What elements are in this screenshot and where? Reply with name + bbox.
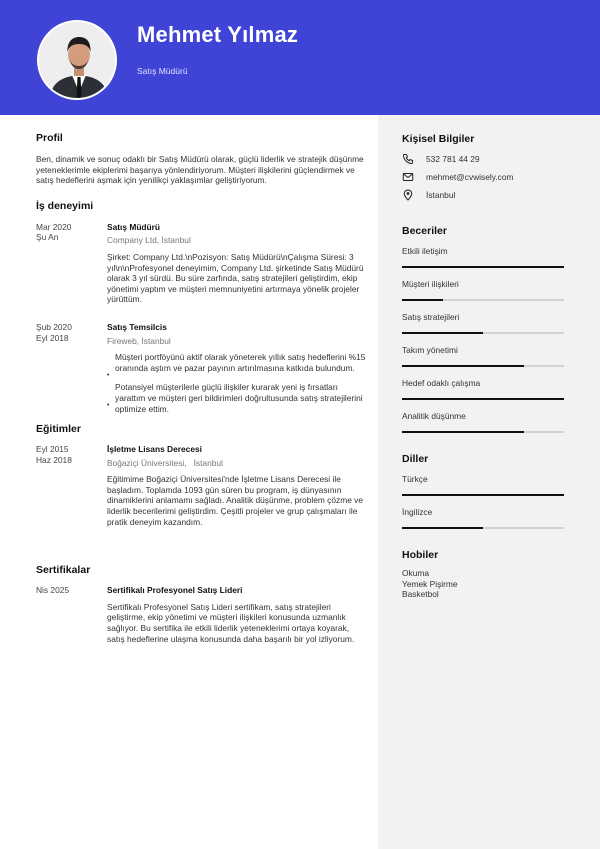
skill-label: Müşteri ilişkileri <box>402 279 459 289</box>
date-end: Şu An <box>36 232 59 243</box>
contact-city <box>402 190 588 200</box>
certificate-description: Sertifikalı Profesyonel Satış Lideri sertifikam, satış stratejileri geliştirme, ekip yönetimi ve müşteri ilişkileri konusunda uzmanlık sağlıyor. Bu sertifika ile etkili liderlik yeteneklerimi ortaya koyarak, satış hedeflerine ulaşma konusunda daha başarılı bir yol izliyorum. <box>107 601 355 644</box>
skill-label: Hedef odaklı çalışma <box>402 378 481 388</box>
profile-heading: Profil <box>36 132 63 144</box>
list-item: Yemek Pişirme <box>402 578 458 589</box>
skill-bar <box>402 299 564 301</box>
languages-list <box>402 474 588 529</box>
skill-item <box>402 411 588 433</box>
education-date <box>36 444 102 465</box>
location-pin-icon <box>402 189 414 201</box>
education-school: Boğaziçi Üniversitesi, İstanbul <box>107 457 223 468</box>
language-label: İngilizce <box>402 507 433 517</box>
header-banner <box>0 0 600 115</box>
certificate-title: Sertifikalı Profesyonel Satış Lideri <box>107 585 243 596</box>
city-value: İstanbul <box>426 190 456 200</box>
skill-label: Satış stratejileri <box>402 312 460 322</box>
list-item: Basketbol <box>402 589 439 600</box>
skill-label: Takım yönetimi <box>402 345 458 355</box>
language-label: Türkçe <box>402 474 428 484</box>
portrait-photo <box>39 22 117 100</box>
skill-item <box>402 345 588 367</box>
skill-item <box>402 378 588 400</box>
languages-heading: Diller <box>402 453 429 465</box>
contact-email <box>402 172 588 182</box>
language-bar-fill <box>402 527 483 529</box>
experience-company: Fireweb, İstanbul <box>107 335 171 346</box>
list-item: • Müşteri portföyünü aktif olarak yöneterek yıllık satış hedeflerini %15 oranında aştım ve pazar payının artırılmasına katkıda bulundum. <box>107 352 369 373</box>
language-bar-fill <box>402 494 564 496</box>
email-value: mehmet@cvwisely.com <box>426 172 514 182</box>
education-entry <box>36 444 369 527</box>
date-end: Haz 2018 <box>36 454 72 465</box>
skills-heading: Beceriler <box>402 225 447 237</box>
experience-date <box>36 222 102 243</box>
personal-heading: Kişisel Bilgiler <box>402 133 475 145</box>
skill-bar-fill <box>402 431 524 433</box>
skill-bar <box>402 266 564 268</box>
experience-title: Satış Müdürü <box>107 221 161 232</box>
experience-title: Satış Temsilcis <box>107 321 167 332</box>
avatar <box>37 20 117 100</box>
education-heading: Eğitimler <box>36 423 81 436</box>
experience-heading: İş deneyimi <box>36 199 94 212</box>
skill-bar-fill <box>402 332 483 334</box>
skill-item <box>402 312 588 334</box>
skill-bar-fill <box>402 299 443 301</box>
date-start: Şub 2020 <box>36 321 72 332</box>
language-item <box>402 474 588 496</box>
skill-bar-fill <box>402 365 524 367</box>
experience-description: Şirket: Company Ltd.\nPozisyon: Satış Müdürü\nÇalışma Süresi: 3 yıl\n\nProfesyonel deneyimim, Company Ltd. şirketinde Satış Müdürü olarak 3 yıl sürdü. Bu süre zarfında, satış stratejileri geliştirdim, ekip yönetimi yaptım ve müşteri memnuniyetini artırmaya yönelik projeler yürüttüm. <box>107 251 364 305</box>
hobbies-heading: Hobiler <box>402 549 439 561</box>
certificates-heading: Sertifikalar <box>36 564 91 577</box>
experience-company: Company Ltd, İstanbul <box>107 235 191 246</box>
skill-item <box>402 279 588 301</box>
candidate-name: Mehmet Yılmaz <box>137 22 299 47</box>
phone-value: 532 781 44 29 <box>426 154 480 164</box>
skill-bar-fill <box>402 398 564 400</box>
skill-bar <box>402 365 564 367</box>
profile-text: Ben, dinamik ve sonuç odaklı bir Satış Müdürü olarak, güçlü liderlik ve stratejik düşünme yeteneklerimle ekiplerimi başarıya yönlendiriyorum. Müşteri ilişkilerini güçlendirmek ve satış hedeflerini aşmak için yenilikçi yaklaşımlar geliştiriyorum. <box>36 154 364 186</box>
skill-item <box>402 246 588 268</box>
skills-list <box>402 246 588 433</box>
certificate-entry <box>36 585 369 644</box>
certificate-date: Nis 2025 <box>36 585 70 596</box>
experience-bullets <box>107 352 369 414</box>
language-bar <box>402 494 564 496</box>
sidebar <box>378 115 600 849</box>
candidate-title: Satış Müdürü <box>137 66 188 76</box>
skill-label: Etkili iletişim <box>402 246 448 256</box>
phone-icon <box>402 153 414 165</box>
experience-entry <box>36 222 369 305</box>
skill-label: Analitik düşünme <box>402 411 466 421</box>
skill-bar <box>402 431 564 433</box>
education-title: İşletme Lisans Derecesi <box>107 444 202 455</box>
date-end: Eyl 2018 <box>36 332 69 343</box>
experience-entry <box>36 322 369 414</box>
date-start: Mar 2020 <box>36 221 72 232</box>
education-description: Eğitimime Boğaziçi Üniversitesi'nde İşletme Lisans Derecesi ile başladım. Toplamda 1093 gün süren bu program, iş dünyasının dinamiklerini anlamamı sağladı. Analitik düşünme, problem çözme ve liderlik becerilerimi geliştirdim. Çeşitli projeler ve grup çalışmaları ile pratik deneyim kazandım. <box>107 474 364 527</box>
mail-icon <box>402 171 414 183</box>
skill-bar-fill <box>402 266 564 268</box>
experience-date <box>36 322 102 343</box>
language-bar <box>402 527 564 529</box>
main-column <box>36 132 369 644</box>
list-item: Okuma <box>402 568 429 578</box>
skill-bar <box>402 398 564 400</box>
hobbies-list <box>402 568 588 600</box>
list-item: • Potansiyel müşterilerle güçlü ilişkiler kurarak yeni iş fırsatları yarattım ve müşteri geri bildirimleri doğrultusunda satış stratejilerini optimize ettim. <box>107 382 369 414</box>
language-item <box>402 507 588 529</box>
contact-phone <box>402 154 588 164</box>
date-start: Eyl 2015 <box>36 444 69 455</box>
skill-bar <box>402 332 564 334</box>
